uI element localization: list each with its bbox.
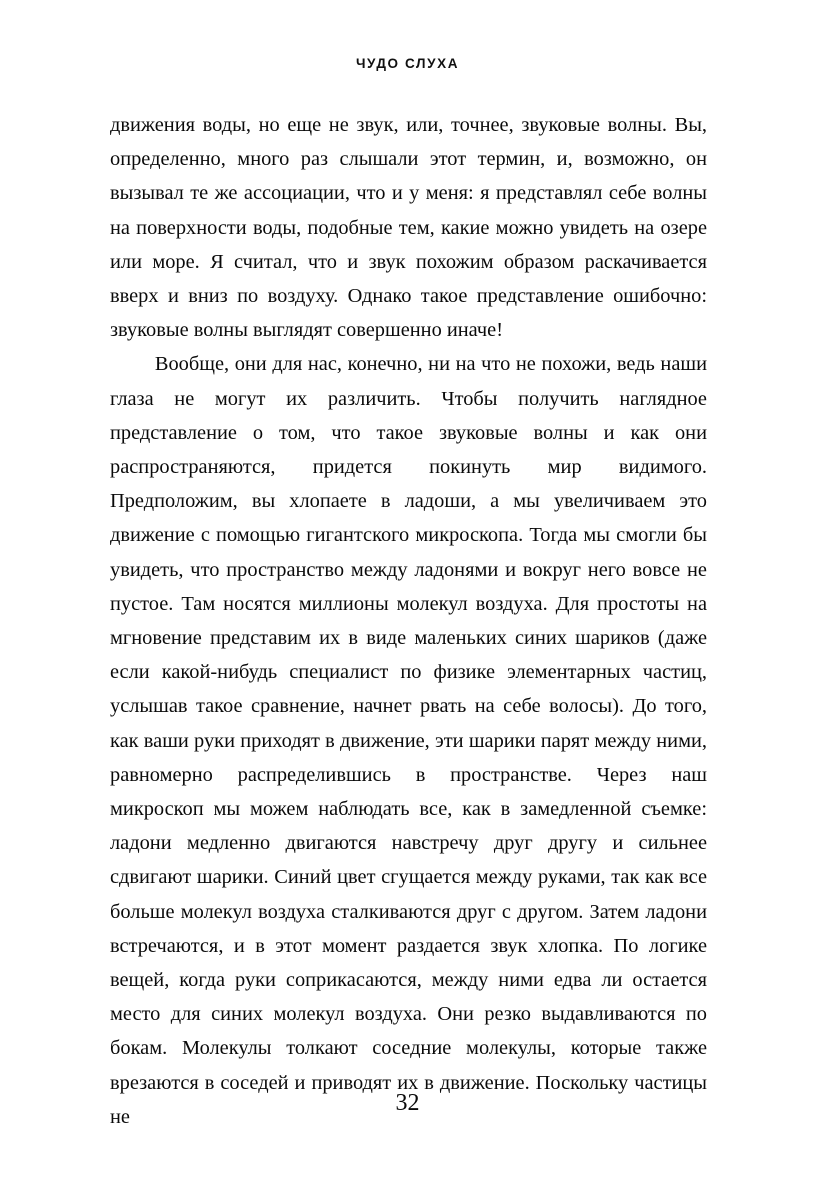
running-head: ЧУДО СЛУХА xyxy=(355,56,460,71)
page-body xyxy=(110,108,707,1134)
paragraph-2: Вообще, они для нас, конечно, ни на что не похожи, ведь наши глаза не могут их различить. Чтобы получить наглядное представление о том, что такое звуковые волны и как они распространяются, придется покинуть мир видимого. Предположим, вы хлопаете в ладоши, а мы увеличиваем это движение с помощью гигантского микроскопа. Тогда мы смогли бы увидеть, что пространство между ладонями и вокруг него вовсе не пустое. Там носятся миллионы молекул воздуха. Для простоты на мгновение представим их в виде маленьких синих шариков (даже если какой-нибудь специалист по физике элементарных частиц, услышав такое сравнение, начнет рвать на себе волосы). До того, как ваши руки приходят в движение, эти шарики парят между ними, равномерно распределившись в пространстве. Через наш микроскоп мы можем наблюдать все, как в замедленной съемке: ладони медленно двигаются навстречу друг другу и сильнее сдвигают шарики. Синий цвет сгущается между руками, так как все больше молекул воздуха сталкиваются друг с другом. Затем ладони встречаются, и в этот момент раздается звук хлопка. По логике вещей, когда руки соприкасаются, между ними едва ли остается место для синих молекул воздуха. Они резко выдавливаются по бокам. Молекулы толкают соседние молекулы, которые также врезаются в соседей и приводят их в движение. Поскольку частицы не xyxy=(110,353,707,1128)
page-number: 32 xyxy=(395,1090,420,1116)
paragraph-1: движения воды, но еще не звук, или, точнее, звуковые волны. Вы, определенно, много раз слышали этот термин, и, возможно, он вызывал те же ассоциации, что и у меня: я представлял себе волны на поверхности воды, подобные тем, какие можно увидеть на озере или море. Я считал, что и звук похожим образом раскачивается вверх и вниз по воздуху. Однако такое представление ошибочно: звуковые волны выглядят совершенно иначе! xyxy=(110,114,707,342)
